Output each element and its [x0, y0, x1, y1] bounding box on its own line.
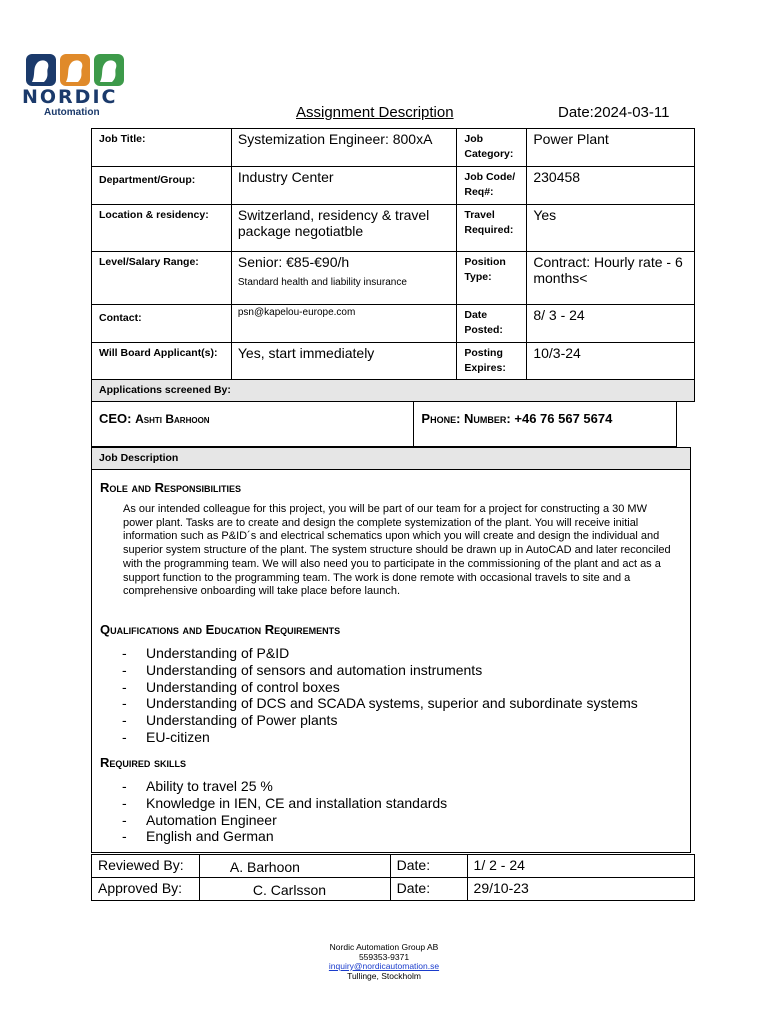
table-row — [92, 167, 695, 205]
salary-note: Standard health and liability insurance — [237, 277, 407, 288]
footer-email-link[interactable]: inquiry@nordicautomation.se — [328, 961, 440, 971]
role-text: As our intended colleague for this project, you will be part of our team for a project for constructing a 30 MW power plant. Tasks are to create and design the complete systemization of the plant. You will receive initial information such as P&ID´s and electrical schematics upon which you will create and design the individual and superior system structure of the plant. The system structure should be drawn up in AutoCAD and later reconciled with the programming team. We will also need you to participate in the commissioning of the plant and act as a support function to the programming team. The work is done remote with occasional travels to site and a comprehensive onboarding will take place before launch. — [123, 503, 671, 598]
skills-list — [122, 778, 682, 845]
list-item: - Understanding of P&ID — [122, 645, 682, 662]
screened-header: Applications screened By: — [92, 380, 695, 402]
field-label: Will Board Applicant(s): — [92, 343, 232, 380]
table-row — [92, 305, 695, 343]
field-label: Job Title: — [92, 129, 232, 167]
skills-title: Required skills — [100, 755, 187, 770]
role-title: Role and Responsibilities — [100, 480, 242, 495]
nordic-logo-faces — [26, 52, 126, 88]
field-label: Travel Required: — [457, 205, 527, 252]
document-title: Assignment Description — [296, 104, 454, 121]
list-item: - Automation Engineer — [122, 812, 682, 829]
qualifications-list — [122, 645, 682, 746]
field-label: Job Category: — [457, 129, 527, 167]
table-row — [92, 380, 695, 402]
field-value: Power Plant — [527, 129, 695, 167]
field-value: Yes, start immediately — [231, 343, 457, 380]
document-date: Date:2024-03-11 — [558, 104, 670, 121]
approval-table — [91, 854, 695, 901]
list-item: - EU-citizen — [122, 729, 682, 746]
footer-company: Nordic Automation Group AB — [329, 942, 439, 952]
footer-org-number: 559353-9371 — [358, 951, 410, 962]
field-label: Date Posted: — [457, 305, 527, 343]
phone-label: Phone: Number: — [421, 411, 515, 426]
field-label: Location & residency: — [92, 205, 232, 252]
list-item: - Understanding of sensors and automation instruments — [122, 662, 682, 679]
ceo-table — [91, 401, 677, 447]
job-description-header: Job Description — [92, 448, 690, 470]
ceo-cell — [92, 402, 414, 447]
logo-subtitle: Automation — [44, 107, 100, 118]
reviewed-date: 1/ 2 - 24 — [467, 855, 694, 878]
field-value: Contract: Hourly rate - 6 months< — [527, 252, 695, 305]
date-label: Date: — [390, 855, 467, 878]
list-item: - Knowledge in IEN, CE and installation standards — [122, 795, 682, 812]
field-value: Yes — [527, 205, 695, 252]
ceo-label: CEO: — [99, 411, 136, 426]
table-row — [92, 343, 695, 380]
info-table — [91, 128, 695, 402]
footer-city: Tullinge, Stockholm — [347, 970, 421, 981]
field-label: Department/Group: — [92, 167, 232, 205]
table-row — [92, 252, 695, 305]
qualifications-title: Qualifications and Education Requirements — [100, 622, 341, 637]
field-label: Contact: — [92, 305, 232, 343]
field-value: 230458 — [527, 167, 695, 205]
field-label: Posting Expires: — [457, 343, 527, 380]
reviewed-name: A. Barhoon — [199, 855, 390, 878]
list-item: - Understanding of DCS and SCADA systems, superior and subordinate systems — [122, 695, 682, 712]
footer — [0, 943, 768, 981]
field-label: Level/Salary Range: — [92, 252, 232, 305]
contact-email: psn@kapelou-europe.com — [231, 305, 457, 343]
field-value: 8/ 3 - 24 — [527, 305, 695, 343]
approved-label: Approved By: — [92, 878, 200, 901]
approved-name: C. Carlsson — [199, 878, 390, 901]
approved-date: 29/10-23 — [467, 878, 694, 901]
field-value-group — [231, 252, 457, 305]
list-item: - Ability to travel 25 % — [122, 778, 682, 795]
list-item: - English and German — [122, 828, 682, 845]
phone-number: +46 76 567 5674 — [514, 411, 613, 426]
salary-range: Senior: €85-€90/h — [237, 254, 350, 270]
list-item: - Understanding of Power plants — [122, 712, 682, 729]
job-description-box — [91, 447, 691, 853]
field-label: Job Code/ Req#: — [457, 167, 527, 205]
field-label: Position Type: — [457, 252, 527, 305]
ceo-name: Ashti Barhoon — [135, 412, 210, 426]
table-row — [92, 855, 695, 878]
table-row — [92, 878, 695, 901]
date-label: Date: — [390, 878, 467, 901]
field-value: 10/3-24 — [527, 343, 695, 380]
table-row — [92, 205, 695, 252]
table-row — [92, 129, 695, 167]
reviewed-label: Reviewed By: — [92, 855, 200, 878]
list-item: - Understanding of control boxes — [122, 679, 682, 696]
phone-cell — [414, 402, 677, 447]
field-value: Switzerland, residency & travel package negotiatble — [231, 205, 457, 252]
field-value: Systemization Engineer: 800xA — [231, 129, 457, 167]
field-value: Industry Center — [231, 167, 457, 205]
logo-wordmark: NORDIC — [22, 86, 118, 108]
